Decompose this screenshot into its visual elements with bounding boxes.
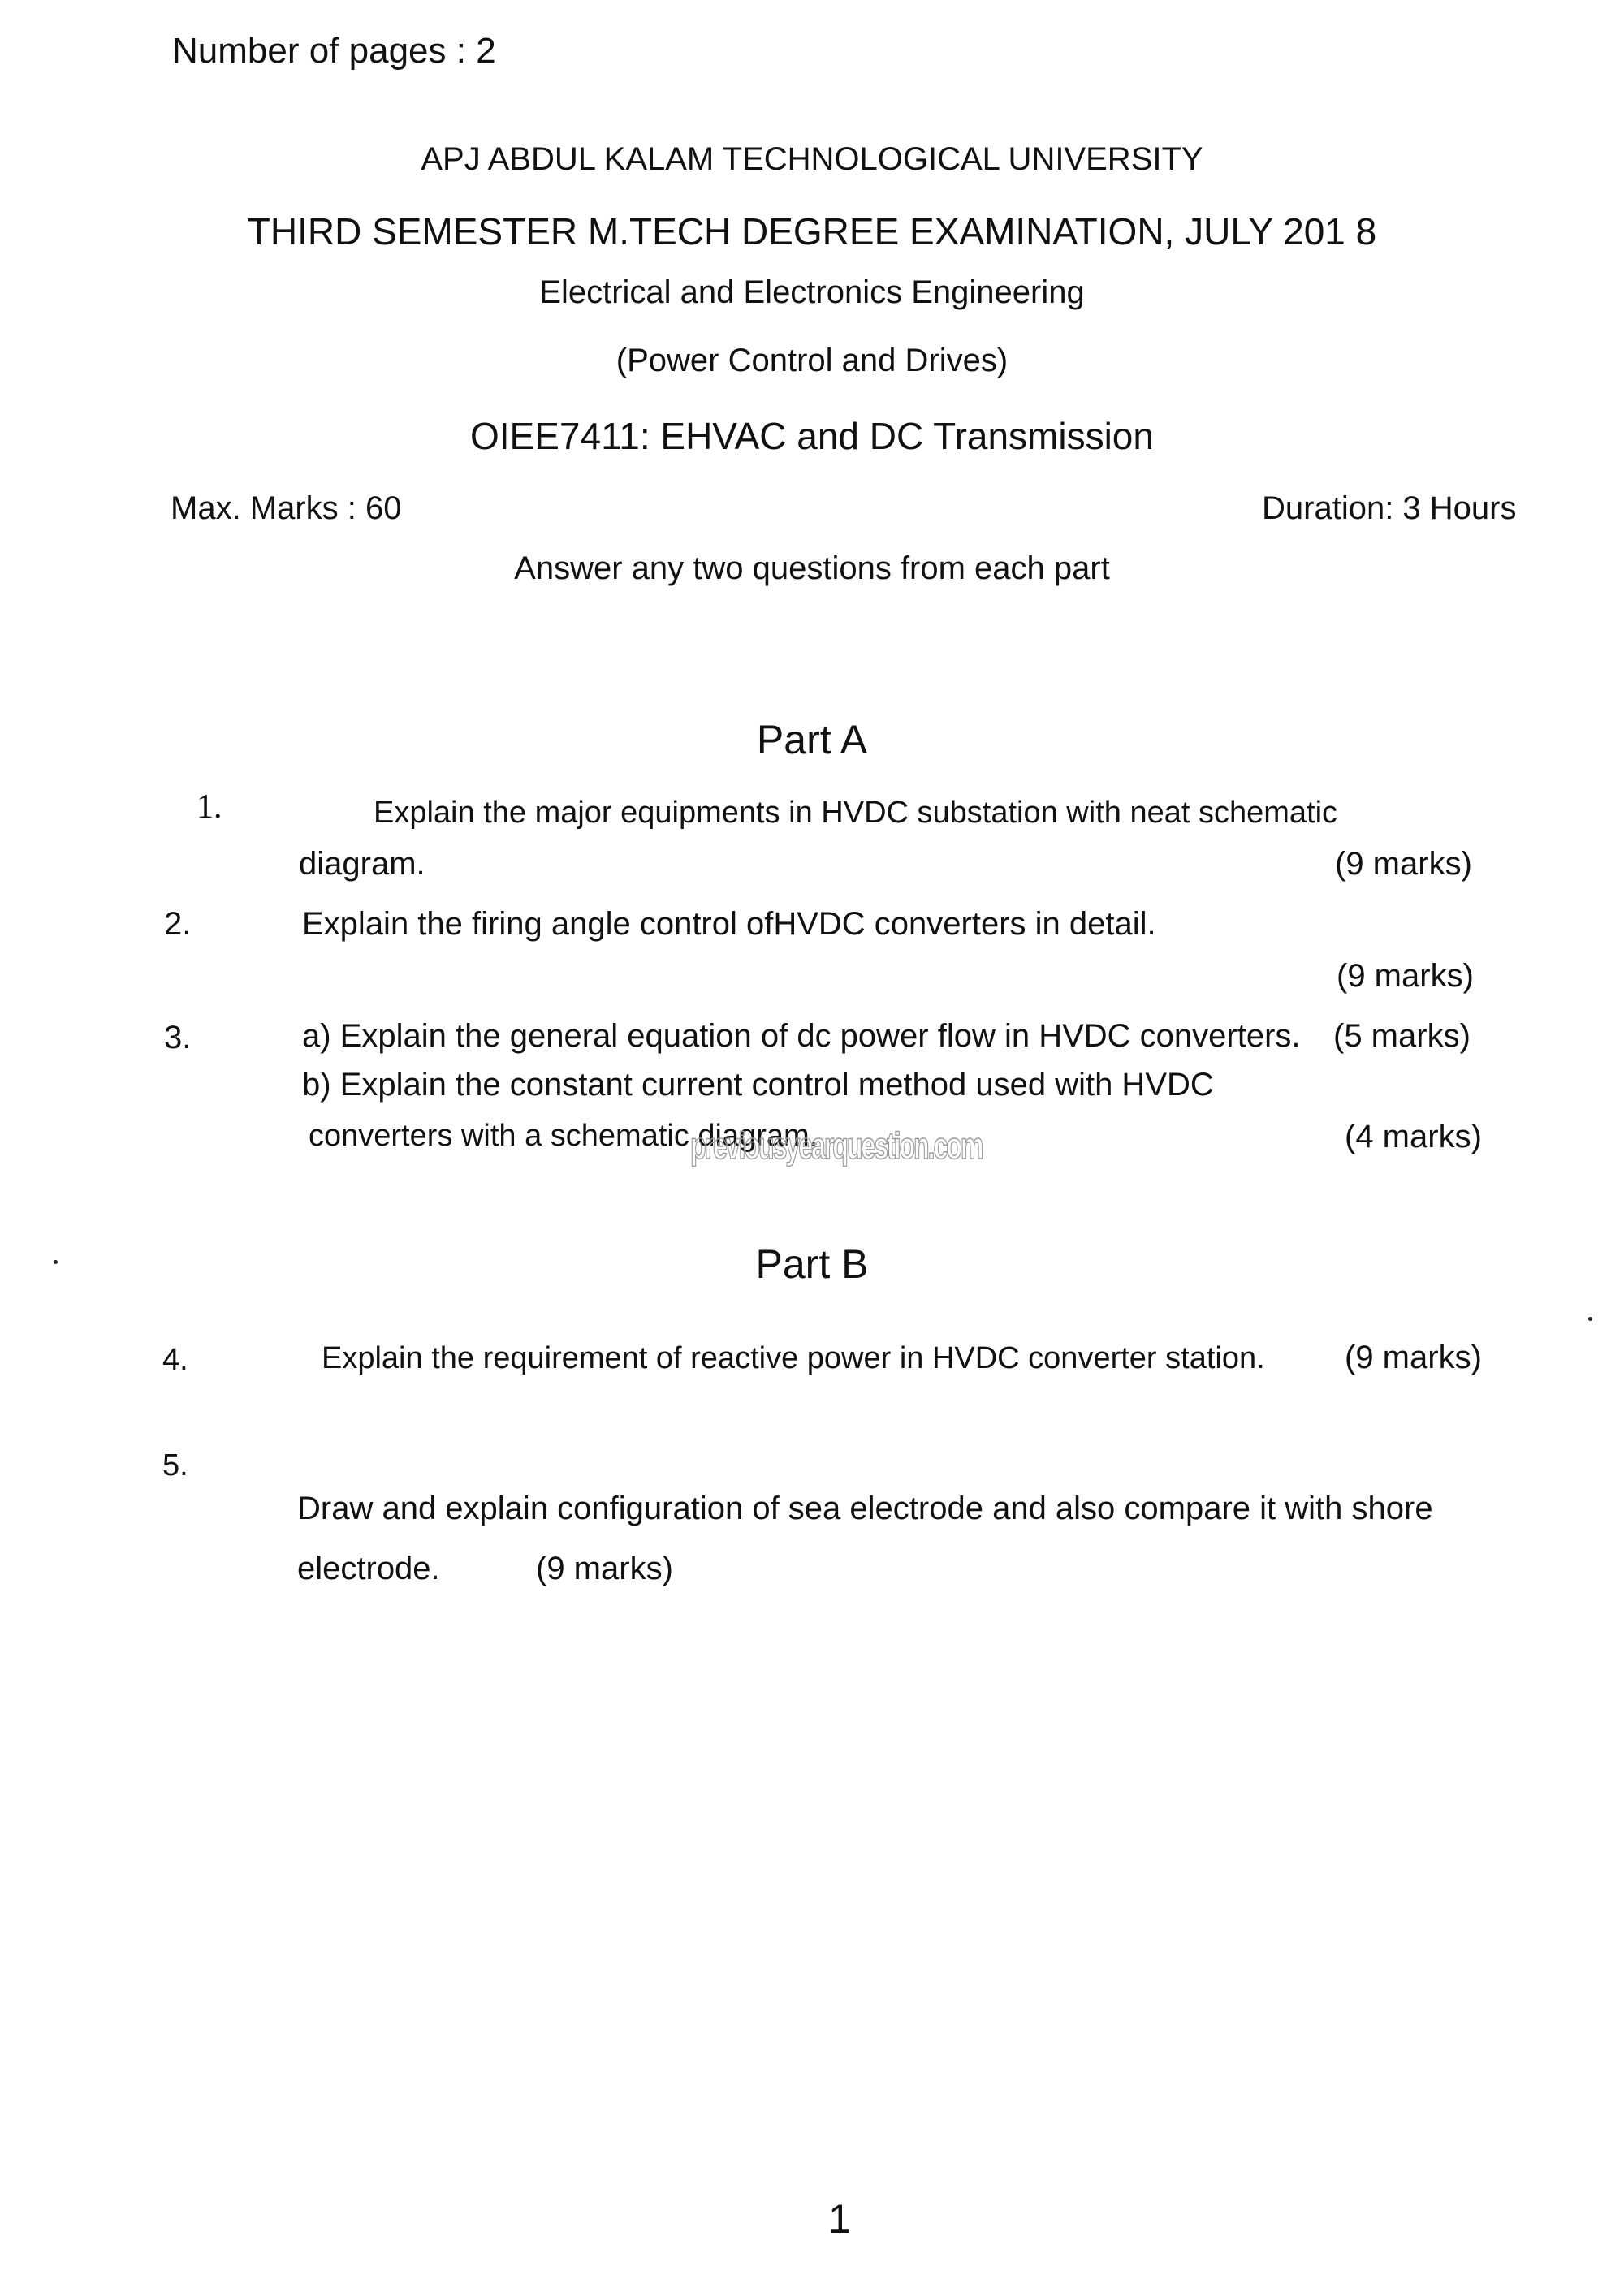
stream-name: (Power Control and Drives) [615,343,1009,378]
page-count: Number of pages : 2 [172,31,496,71]
question-text: converters with a schematic diagram. [309,1119,818,1153]
question-marks: (9 marks) [1345,1340,1482,1375]
university-name: APJ ABDUL KALAM TECHNOLOGICAL UNIVERSITY [421,141,1203,177]
question-text: Explain the requirement of reactive power in HVDC converter station. [322,1341,1265,1375]
question-text: a) Explain the general equation of dc power flow in HVDC converters. [302,1018,1301,1054]
max-marks: Max. Marks : 60 [171,490,402,526]
question-text: Draw and explain configuration of sea electrode and also compare it with shore [297,1491,1433,1526]
course-title: OIEE7411: EHVAC and DC Transmission [470,415,1154,457]
watermark-text: previousyearquestion.com [690,1124,983,1167]
question-marks: (9 marks) [1335,846,1472,882]
question-number: 5. [162,1448,188,1482]
stray-dot [1588,1317,1592,1321]
question-number: 4. [162,1343,188,1377]
question-marks: (4 marks) [1345,1119,1482,1154]
question-marks: (9 marks) [1337,958,1474,994]
question-text: b) Explain the constant current control method used with HVDC [302,1067,1214,1103]
branch-name: Electrical and Electronics Engineering [539,274,1085,310]
question-number: 3. [164,1020,192,1055]
part-b-heading: Part B [755,1241,869,1287]
question-number: 1. [197,788,222,826]
exam-title: THIRD SEMESTER M.TECH DEGREE EXAMINATION, JULY 201 8 [247,210,1377,252]
duration: Duration: 3 Hours [1262,490,1517,526]
part-a-heading: Part A [756,717,868,762]
question-marks: (5 marks) [1333,1018,1471,1054]
question-text: Explain the major equipments in HVDC substation with neat schematic [374,796,1338,830]
instructions: Answer any two questions from each part [514,550,1110,586]
question-text: electrode. [297,1551,440,1586]
question-text: Explain the firing angle control ofHVDC converters in detail. [302,906,1156,942]
page-number: 1 [828,2196,851,2242]
question-number: 2. [164,906,192,942]
question-text: diagram. [299,846,425,882]
question-marks: (9 marks) [536,1551,673,1586]
